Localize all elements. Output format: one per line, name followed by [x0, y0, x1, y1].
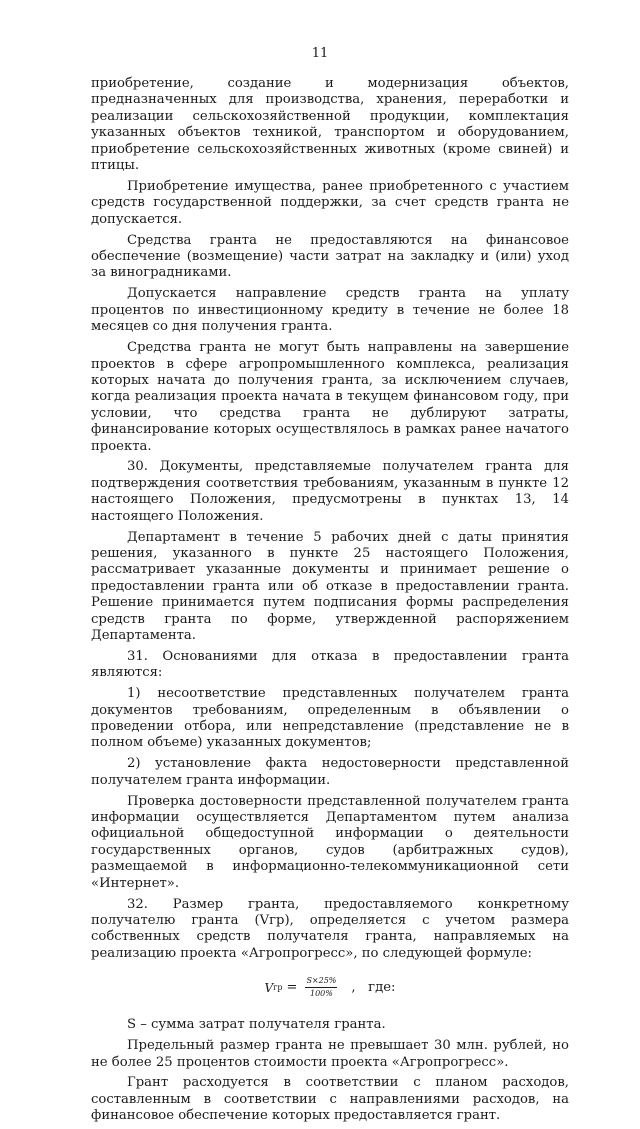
paragraph-clause-32: 32. Размер гранта, предоставляемого конкретному получателю гранта (Vгр), определяется с учетом размера собственных средств получателя гранта, направляемых на реализацию проекта «Агропрогресс», по следующей формуле: — [91, 896, 569, 961]
formula-numerator: S×25% — [305, 976, 337, 988]
document-body — [91, 76, 569, 1129]
paragraph: Проверка достоверности представленной получателем гранта информации осуществляется Департаментом путем анализа официальной общедоступной информации о деятельности государственных органов, судов (арбитражных судов), размещаемой в информационно-телекоммуникационной сети «Интернет». — [91, 793, 569, 891]
grant-formula — [91, 976, 569, 999]
formula-subscript: гр — [273, 982, 283, 992]
paragraph: Предельный размер гранта не превышает 30 млн. рублей, но не более 25 процентов стоимости проекта «Агропрогресс». — [91, 1038, 569, 1070]
page-number: 11 — [311, 46, 329, 61]
formula-denominator: 100% — [309, 989, 333, 999]
paragraph-continuation: приобретение, создание и модернизация объектов, предназначенных для производства, хранения, переработки и реализации сельскохозяйственной продукции, комплектация указанных объектов техникой, транспортом и оборудованием, приобретение сельскохозяйственных животных (кроме свиней) и птицы. — [91, 76, 569, 174]
list-item-2: 2) установление факта недостоверности представленной получателем гранта информации. — [91, 756, 569, 788]
formula-fraction — [305, 976, 337, 999]
formula-equals: = — [286, 979, 298, 995]
paragraph: Средства гранта не могут быть направлены на завершение проектов в сфере агропромышленного комплекса, реализация которых начата до получения гранта, за исключением случаев, когда реализация проекта начата в текущем финансовом году, при условии, что средства гранта не дублируют затраты, финансирование которых осуществлялось в рамках ранее начатого проекта. — [91, 340, 569, 454]
formula-variable: V — [264, 980, 274, 995]
paragraph: Приобретение имущества, ранее приобретенного с участием средств государственной поддержки, за счет средств гранта не допускается. — [91, 178, 569, 227]
list-item-1: 1) несоответствие представленных получателем гранта документов требованиям, определенным в объявлении о проведении отбора, или непредставление (представление не в полном объеме) указанных документов; — [91, 686, 569, 751]
formula-suffix: , где: — [351, 979, 396, 995]
paragraph: Средства гранта не предоставляются на финансовое обеспечение (возмещение) части затрат на закладку и (или) уход за виноградниками. — [91, 232, 569, 281]
paragraph: Департамент в течение 5 рабочих дней с даты принятия решения, указанного в пункте 25 настоящего Положения, рассматривает указанные документы и принимает решение о предоставлении гранта или об отказе в предоставлении гранта. Решение принимается путем подписания формы распределения средств гранта по форме, утвержденной распоряжением Департамента. — [91, 529, 569, 643]
paragraph-clause-30: 30. Документы, представляемые получателем гранта для подтверждения соответствия требованиям, указанным в пункте 12 настоящего Положения, предусмотрены в пунктах 13, 14 настоящего Положения. — [91, 459, 569, 524]
paragraph-clause-31: 31. Основаниями для отказа в предоставлении гранта являются: — [91, 648, 569, 681]
paragraph: Грант расходуется в соответствии с планом расходов, составленным в соответствии с направлениями расходов, на финансовое обеспечение которых предоставляется грант. — [91, 1075, 569, 1124]
paragraph: S – сумма затрат получателя гранта. — [127, 1017, 386, 1033]
paragraph: Допускается направление средств гранта на уплату процентов по инвестиционному кредиту в течение не более 18 месяцев со дня получения гранта. — [91, 286, 569, 335]
